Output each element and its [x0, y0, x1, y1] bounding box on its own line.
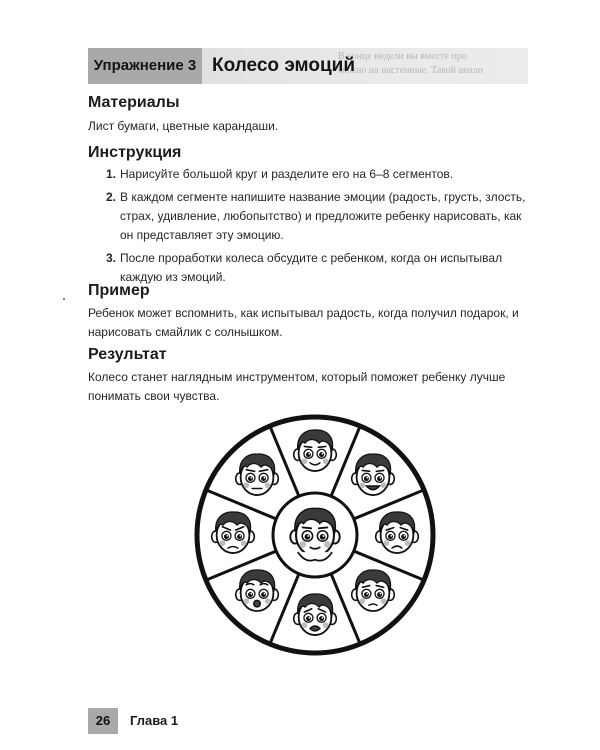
- exercise-title: Колесо эмоций: [212, 55, 356, 76]
- exercise-label: Упражнение 3: [88, 48, 202, 84]
- result-heading: Результат: [88, 346, 167, 363]
- result-text: Колесо станет наглядным инструментом, который поможет ребенку лучше понимать свои чувства.: [88, 370, 506, 403]
- face-thoughtful-icon: [290, 508, 339, 560]
- bleed-line-2: можно на настенные. Такой анали: [338, 65, 484, 76]
- step-number: 2.: [106, 190, 117, 204]
- instruction-heading: Инструкция: [88, 144, 182, 161]
- materials-heading: Материалы: [88, 94, 180, 111]
- materials-text: Лист бумаги, цветные карандаши.: [88, 119, 279, 133]
- instruction-list: [106, 165, 528, 291]
- bleed-through-text: [338, 50, 528, 78]
- example-text: Ребенок может вспомнить, как испытывал радость, когда получил подарок, и нарисовать смайлик с солнышком.: [88, 306, 519, 339]
- emotion-wheel-illustration: [190, 410, 440, 660]
- example-heading: Пример: [88, 282, 150, 299]
- page-number: 26: [88, 708, 118, 734]
- step-text: Нарисуйте большой круг и разделите его на 6–8 сегментов.: [120, 167, 454, 181]
- list-item: [106, 165, 528, 184]
- step-number: 3.: [106, 251, 117, 265]
- step-number: 1.: [106, 167, 117, 181]
- chapter-label: Глава 1: [130, 713, 179, 728]
- step-text: В каждом сегменте напишите название эмоции (радость, грусть, злость, страх, удивление, любопытство) и предложите ребенку нарисовать, как он представляет эту эмоцию.: [120, 190, 526, 242]
- list-item: [106, 188, 528, 245]
- bleed-line-1: В конце недели вы вместе про: [338, 51, 467, 62]
- step-text: После проработки колеса обсудите с ребенком, когда он испытывал каждую из эмоций.: [120, 251, 503, 284]
- list-item: [106, 249, 528, 287]
- stray-dot: [63, 298, 65, 300]
